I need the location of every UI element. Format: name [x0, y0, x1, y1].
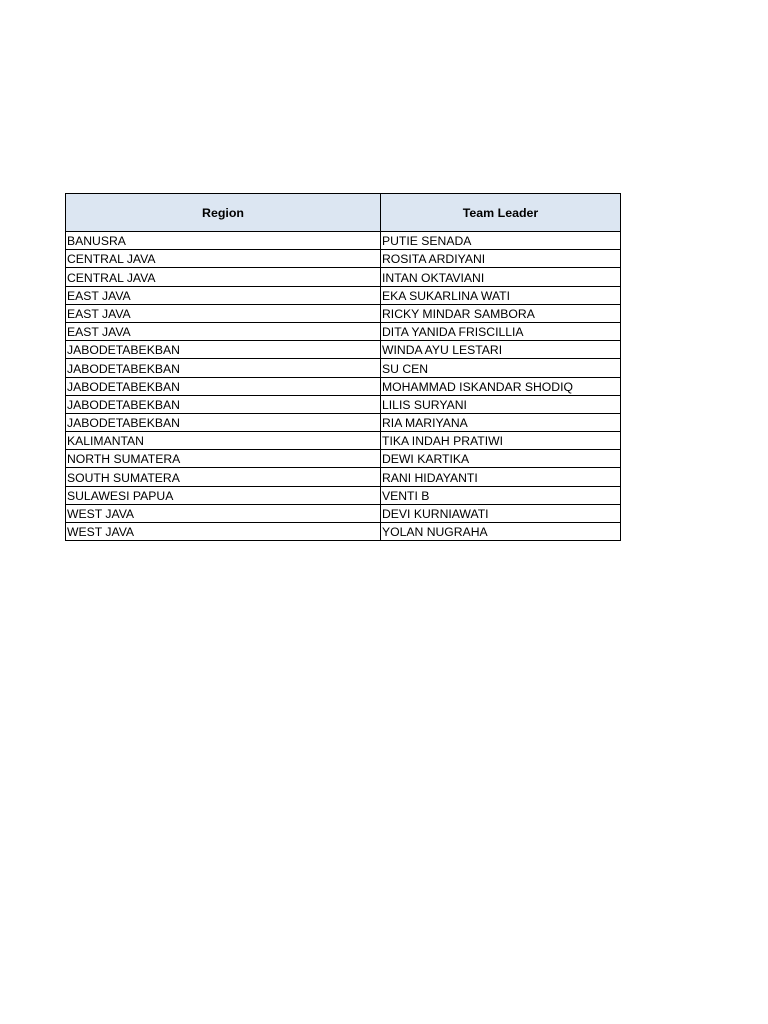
team-leader-cell: WINDA AYU LESTARI [381, 341, 621, 359]
region-cell: EAST JAVA [66, 286, 381, 304]
region-cell: SULAWESI PAPUA [66, 486, 381, 504]
region-cell: CENTRAL JAVA [66, 268, 381, 286]
team-leader-cell: TIKA INDAH PRATIWI [381, 432, 621, 450]
table-body [66, 232, 621, 541]
region-team-leader-table [65, 193, 621, 541]
team-leader-cell: SU CEN [381, 359, 621, 377]
region-cell: JABODETABEKBAN [66, 395, 381, 413]
region-cell: JABODETABEKBAN [66, 413, 381, 431]
team-leader-cell: INTAN OKTAVIANI [381, 268, 621, 286]
team-leader-cell: RANI HIDAYANTI [381, 468, 621, 486]
table-row [66, 359, 621, 377]
table-row [66, 322, 621, 340]
region-cell: NORTH SUMATERA [66, 450, 381, 468]
team-leader-cell: DEWI KARTIKA [381, 450, 621, 468]
region-cell: KALIMANTAN [66, 432, 381, 450]
region-cell: SOUTH SUMATERA [66, 468, 381, 486]
table-row [66, 250, 621, 268]
region-cell: JABODETABEKBAN [66, 341, 381, 359]
region-cell: WEST JAVA [66, 523, 381, 541]
column-header-region: Region [66, 194, 381, 232]
table-row [66, 523, 621, 541]
region-cell: EAST JAVA [66, 322, 381, 340]
table-row [66, 286, 621, 304]
region-cell: EAST JAVA [66, 304, 381, 322]
team-leader-cell: YOLAN NUGRAHA [381, 523, 621, 541]
region-cell: CENTRAL JAVA [66, 250, 381, 268]
table-row [66, 395, 621, 413]
table-row [66, 268, 621, 286]
table-row [66, 232, 621, 250]
region-cell: JABODETABEKBAN [66, 359, 381, 377]
table-row [66, 377, 621, 395]
table-row [66, 304, 621, 322]
team-leader-cell: PUTIE SENADA [381, 232, 621, 250]
team-leader-cell: MOHAMMAD ISKANDAR SHODIQ [381, 377, 621, 395]
team-leader-cell: VENTI B [381, 486, 621, 504]
table-row [66, 486, 621, 504]
table-row [66, 504, 621, 522]
table-row [66, 450, 621, 468]
team-leader-cell: ROSITA ARDIYANI [381, 250, 621, 268]
table-row [66, 432, 621, 450]
team-leader-cell: LILIS SURYANI [381, 395, 621, 413]
table-row [66, 413, 621, 431]
region-cell: WEST JAVA [66, 504, 381, 522]
team-leader-cell: DITA YANIDA FRISCILLIA [381, 322, 621, 340]
table-row [66, 341, 621, 359]
team-leader-cell: EKA SUKARLINA WATI [381, 286, 621, 304]
team-leader-cell: DEVI KURNIAWATI [381, 504, 621, 522]
team-leader-cell: RIA MARIYANA [381, 413, 621, 431]
column-header-team-leader: Team Leader [381, 194, 621, 232]
table-row [66, 468, 621, 486]
region-cell: BANUSRA [66, 232, 381, 250]
team-leader-cell: RICKY MINDAR SAMBORA [381, 304, 621, 322]
table-header-row [66, 194, 621, 232]
region-cell: JABODETABEKBAN [66, 377, 381, 395]
